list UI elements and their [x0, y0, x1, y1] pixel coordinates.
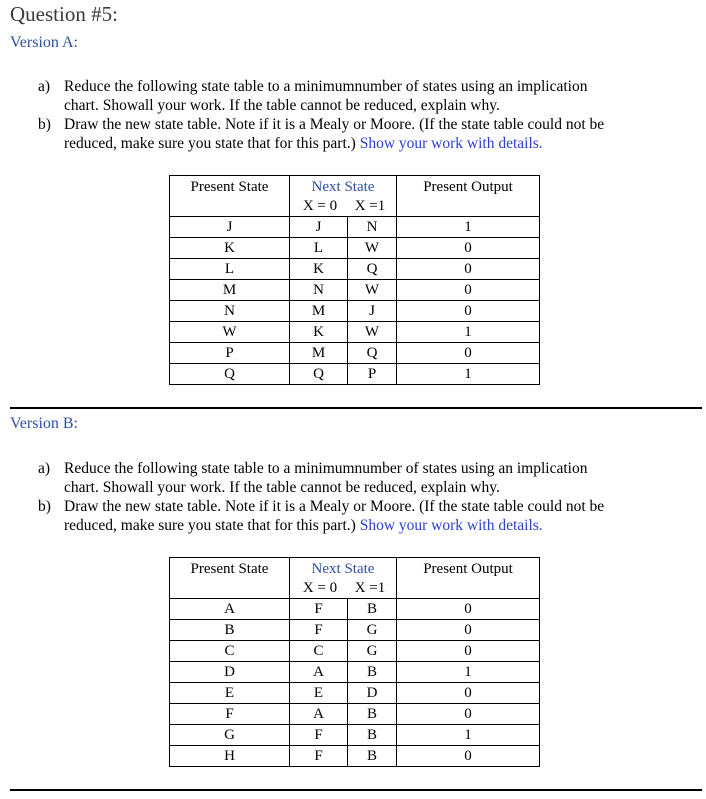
cell-present-state: L [170, 259, 290, 280]
cell-output: 0 [397, 238, 540, 259]
cell-next-x0: M [290, 343, 348, 364]
part-a-line2: chart. Showall your work. If the table cannot be reduced, explain why. [64, 479, 500, 496]
cell-next-x1: W [348, 280, 397, 301]
cell-present-state: N [170, 301, 290, 322]
state-table-a [169, 175, 540, 385]
header-next-state-title: Next State [311, 561, 375, 577]
table-row [170, 725, 540, 746]
part-a-label: a) [38, 460, 51, 477]
cell-next-x0: L [290, 238, 348, 259]
table-row [170, 301, 540, 322]
table-row [170, 746, 540, 767]
cell-present-state: E [170, 683, 290, 704]
cell-next-x0: K [290, 322, 348, 343]
part-a-line1: Reduce the following state table to a minimumnumber of states using an implication [64, 78, 588, 95]
part-b-line2: reduced, make sure you state that for this part.) [64, 135, 356, 152]
cell-output: 0 [397, 301, 540, 322]
cell-next-x1: G [348, 620, 397, 641]
table-header-row [170, 558, 540, 599]
cell-present-state: W [170, 322, 290, 343]
part-b-line1: Draw the new state table. Note if it is a Mealy or Moore. (If the state table could not be [64, 116, 605, 133]
table-row [170, 322, 540, 343]
cell-next-x1: Q [348, 343, 397, 364]
cell-next-x1: P [348, 364, 397, 385]
cell-next-x0: C [290, 641, 348, 662]
part-a [38, 77, 698, 115]
cell-output: 0 [397, 599, 540, 620]
version-a-label: Version A: [10, 34, 78, 51]
table-row [170, 620, 540, 641]
table-row [170, 599, 540, 620]
part-a [38, 459, 698, 497]
version-b-label: Version B: [10, 415, 78, 432]
cell-output: 1 [397, 662, 540, 683]
cell-output: 0 [397, 746, 540, 767]
part-a-line1: Reduce the following state table to a minimumnumber of states using an implication [64, 460, 588, 477]
header-present-state: Present State [170, 558, 290, 599]
page-title: Question #5: [10, 2, 118, 26]
part-b-label: b) [38, 116, 51, 133]
cell-output: 0 [397, 343, 540, 364]
version-b-instructions [38, 459, 698, 535]
table-row [170, 364, 540, 385]
table-header-row [170, 176, 540, 217]
part-b-label: b) [38, 498, 51, 515]
table-row [170, 704, 540, 725]
table-row [170, 259, 540, 280]
cell-next-x0: F [290, 599, 348, 620]
cell-present-state: F [170, 704, 290, 725]
cell-output: 1 [397, 364, 540, 385]
cell-next-x1: B [348, 704, 397, 725]
header-x1: X =1 [354, 198, 386, 214]
header-next-state [290, 176, 397, 217]
cell-present-state: G [170, 725, 290, 746]
cell-next-x1: B [348, 662, 397, 683]
cell-next-x0: F [290, 725, 348, 746]
cell-next-x1: B [348, 746, 397, 767]
cell-next-x0: F [290, 620, 348, 641]
version-a-instructions [38, 77, 698, 153]
table-row [170, 683, 540, 704]
cell-present-state: P [170, 343, 290, 364]
header-present-state: Present State [170, 176, 290, 217]
table-row [170, 662, 540, 683]
cell-output: 1 [397, 322, 540, 343]
header-x0: X = 0 [302, 198, 338, 214]
cell-next-x1: G [348, 641, 397, 662]
cell-next-x0: A [290, 662, 348, 683]
cell-next-x1: Q [348, 259, 397, 280]
cell-present-state: C [170, 641, 290, 662]
cell-next-x0: N [290, 280, 348, 301]
divider [10, 407, 702, 409]
table-row [170, 280, 540, 301]
part-a-line2: chart. Showall your work. If the table cannot be reduced, explain why. [64, 97, 500, 114]
cell-next-x1: D [348, 683, 397, 704]
part-b-emphasis: Show your work with details. [359, 517, 543, 534]
table-row [170, 343, 540, 364]
cell-next-x1: W [348, 238, 397, 259]
cell-output: 0 [397, 683, 540, 704]
header-x1: X =1 [354, 580, 386, 596]
cell-output: 0 [397, 641, 540, 662]
header-present-output: Present Output [397, 558, 540, 599]
part-b-line2: reduced, make sure you state that for this part.) [64, 517, 356, 534]
cell-next-x0: E [290, 683, 348, 704]
cell-output: 0 [397, 259, 540, 280]
cell-next-x0: K [290, 259, 348, 280]
cell-output: 1 [397, 217, 540, 238]
cell-next-x1: W [348, 322, 397, 343]
header-present-output: Present Output [397, 176, 540, 217]
cell-output: 1 [397, 725, 540, 746]
cell-output: 0 [397, 280, 540, 301]
divider [10, 789, 702, 791]
part-b [38, 115, 698, 153]
cell-next-x1: B [348, 599, 397, 620]
cell-present-state: H [170, 746, 290, 767]
part-b-line1: Draw the new state table. Note if it is a Mealy or Moore. (If the state table could not be [64, 498, 605, 515]
cell-next-x0: F [290, 746, 348, 767]
table-row [170, 641, 540, 662]
table-row [170, 217, 540, 238]
cell-present-state: D [170, 662, 290, 683]
cell-output: 0 [397, 704, 540, 725]
cell-next-x0: J [290, 217, 348, 238]
cell-next-x0: M [290, 301, 348, 322]
header-next-state [290, 558, 397, 599]
part-b [38, 497, 698, 535]
header-next-state-title: Next State [311, 179, 375, 195]
cell-present-state: Q [170, 364, 290, 385]
cell-present-state: K [170, 238, 290, 259]
part-a-label: a) [38, 78, 51, 95]
cell-next-x0: A [290, 704, 348, 725]
cell-present-state: M [170, 280, 290, 301]
part-b-emphasis: Show your work with details. [359, 135, 543, 152]
cell-next-x1: J [348, 301, 397, 322]
state-table-b [169, 557, 540, 767]
cell-present-state: A [170, 599, 290, 620]
cell-present-state: B [170, 620, 290, 641]
header-x0: X = 0 [302, 580, 338, 596]
cell-output: 0 [397, 620, 540, 641]
cell-next-x1: B [348, 725, 397, 746]
cell-next-x0: Q [290, 364, 348, 385]
cell-present-state: J [170, 217, 290, 238]
table-row [170, 238, 540, 259]
cell-next-x1: N [348, 217, 397, 238]
